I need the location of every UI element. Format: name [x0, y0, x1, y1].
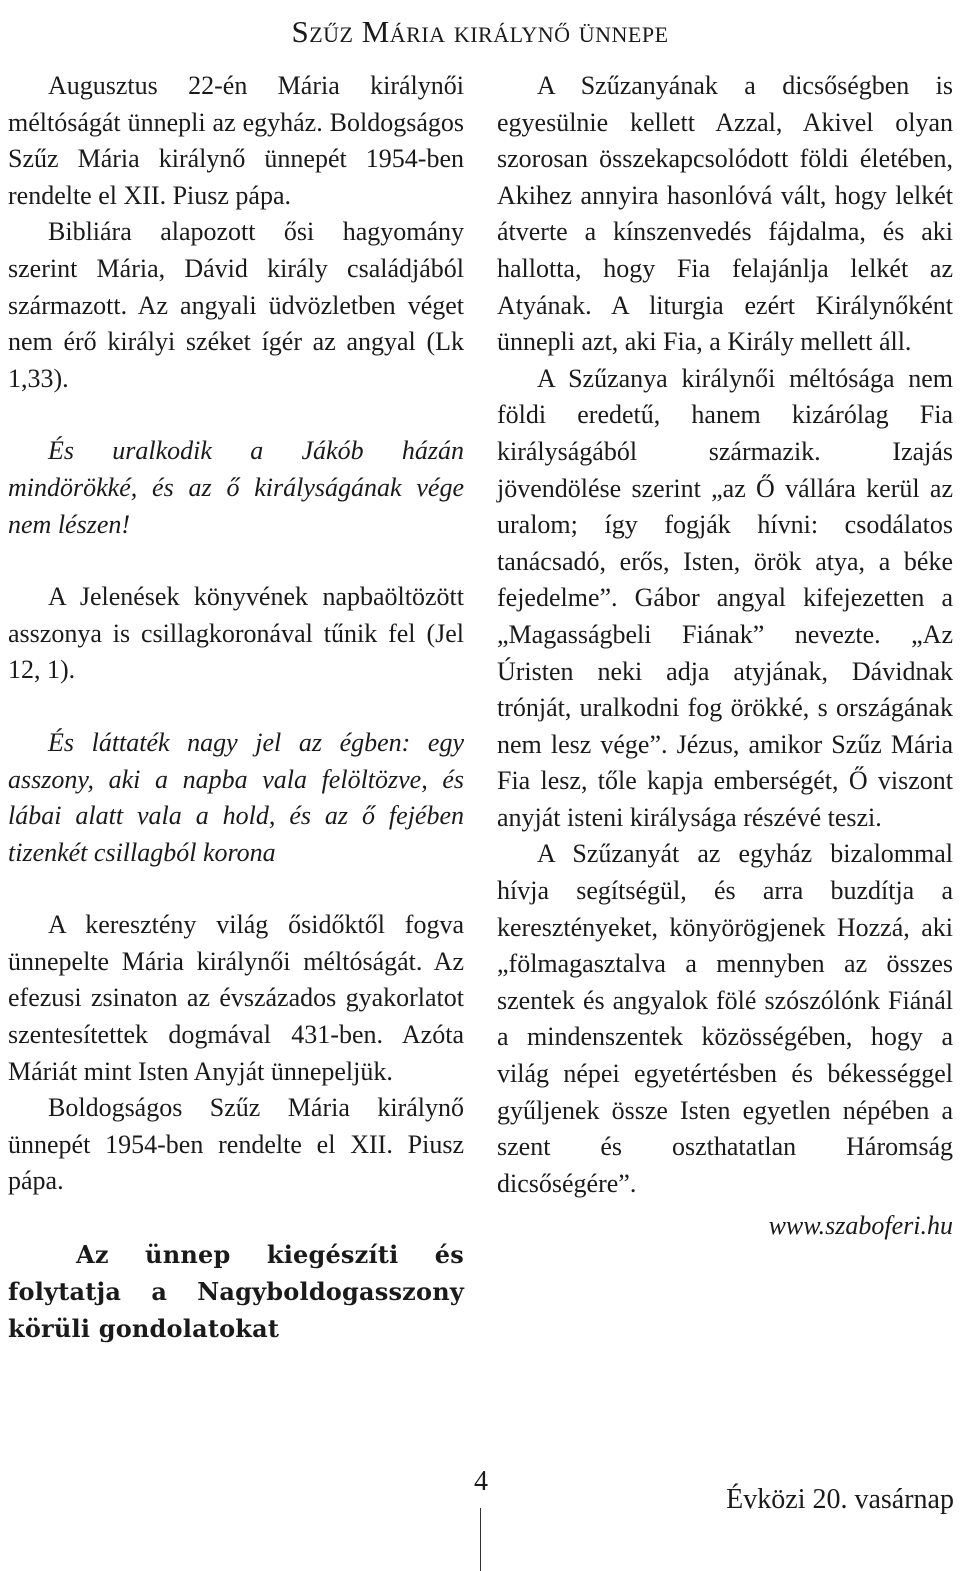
left-quote-sign: És láttaték nagy jel az égben: egy asszony, aki a napba vala felöltözve, és lábai alatt vala a hold, és az ő fejében tizenkét csillagból korona [8, 727, 464, 867]
left-column [8, 68, 464, 1347]
issue-label: Évközi 20. vasárnap [726, 1484, 954, 1515]
page-number: 4 [474, 1466, 488, 1497]
footer-divider [480, 1508, 481, 1571]
page-title [0, 12, 960, 52]
left-bold-conclusion: Az ünnep kiegészíti és folytatja a Nagyboldogasszony körüli gondolatokat [8, 1240, 464, 1344]
left-paragraph-revelation: A Jelenések könyvének napbaöltözött asszonya is csillagkoronával tűnik fel (Jel 12, 1). [8, 582, 464, 685]
right-paragraph-glory: A Szűzanyának a dicsőségben is egyesülnie kellett Azzal, Akivel olyan szorosan összekapcsolódott földi életében, Akihez annyira hasonlóvá vált, hogy lelkét átverte a kínszenvedés fájdalma, és aki hallotta, hogy Fia felajánlja lelkét az Atyának. A liturgia ezért Királynőként ünnepli azt, aki Fia, a Király mellett áll. [497, 71, 953, 357]
left-paragraph-intro: Augusztus 22-én Mária királynői méltóságát ünnepli az egyház. Boldogságos Szűz Mária királynő ünnepét 1954-ben rendelte el XII. Piusz pápa. [8, 71, 464, 210]
source-link[interactable]: www.szaboferi.hu [768, 1211, 953, 1241]
right-column [497, 68, 953, 1245]
left-paragraph-history: A keresztény világ ősidőktől fogva ünnepelte Mária királynői méltóságát. Az efezusi zsinaton az évszázados gyakorlatot szentesítettek dogmával 431-ben. Azóta Máriát mint Isten Anyját ünnepeljük. [8, 910, 464, 1086]
left-paragraph-tradition: Bibliára alapozott ősi hagyomány szerint Mária, Dávid király családjából származott. Az angyali üdvözletben véget nem érő királyi széket ígér az angyal (Lk 1,33). [8, 217, 464, 393]
left-paragraph-feast: Boldogságos Szűz Mária királynő ünnepét 1954-ben rendelte el XII. Piusz pápa. [8, 1093, 464, 1196]
left-quote-jacob: És uralkodik a Jákób házán mindörökké, és az ő királyságának vége nem lészen! [8, 436, 464, 539]
page-title-text: Szűz Mária királynő ünnepe [291, 14, 669, 49]
right-paragraph-dignity: A Szűzanya királynői méltósága nem földi eredetű, hanem kizárólag Fia királyságából származik. Izajás jövendölése szerint „az Ő vállára kerül az uralom; így fogják hívni: csodálatos tanácsadó, erős, Isten, örök atya, a béke fejedelme”. Gábor angyal kifejezetten a „Magasságbeli Fiának” nevezte. „Az Úristen neki adja atyjának, Dávidnak trónját, uralkodni fog örökké, s országának nem lesz vége”. Jézus, amikor Szűz Mária Fia lesz, tőle kapja emberségét, Ő viszont anyját isteni királysága részévé teszi. [497, 363, 953, 832]
right-paragraph-intercession: A Szűzanyát az egyház bizalommal hívja segítségül, és arra buzdítja a keresztényeket, könyörögjenek Hozzá, aki „fölmagasztalva a mennyben az összes szentek és angyalok fölé szószólónk Fiánál a mindenszentek közösségében, hogy a világ népei egyetértésben és békességgel gyűljenek össze Isten egyetlen népében a szent és oszthatatlan Háromság dicsőségére”. [497, 839, 953, 1198]
